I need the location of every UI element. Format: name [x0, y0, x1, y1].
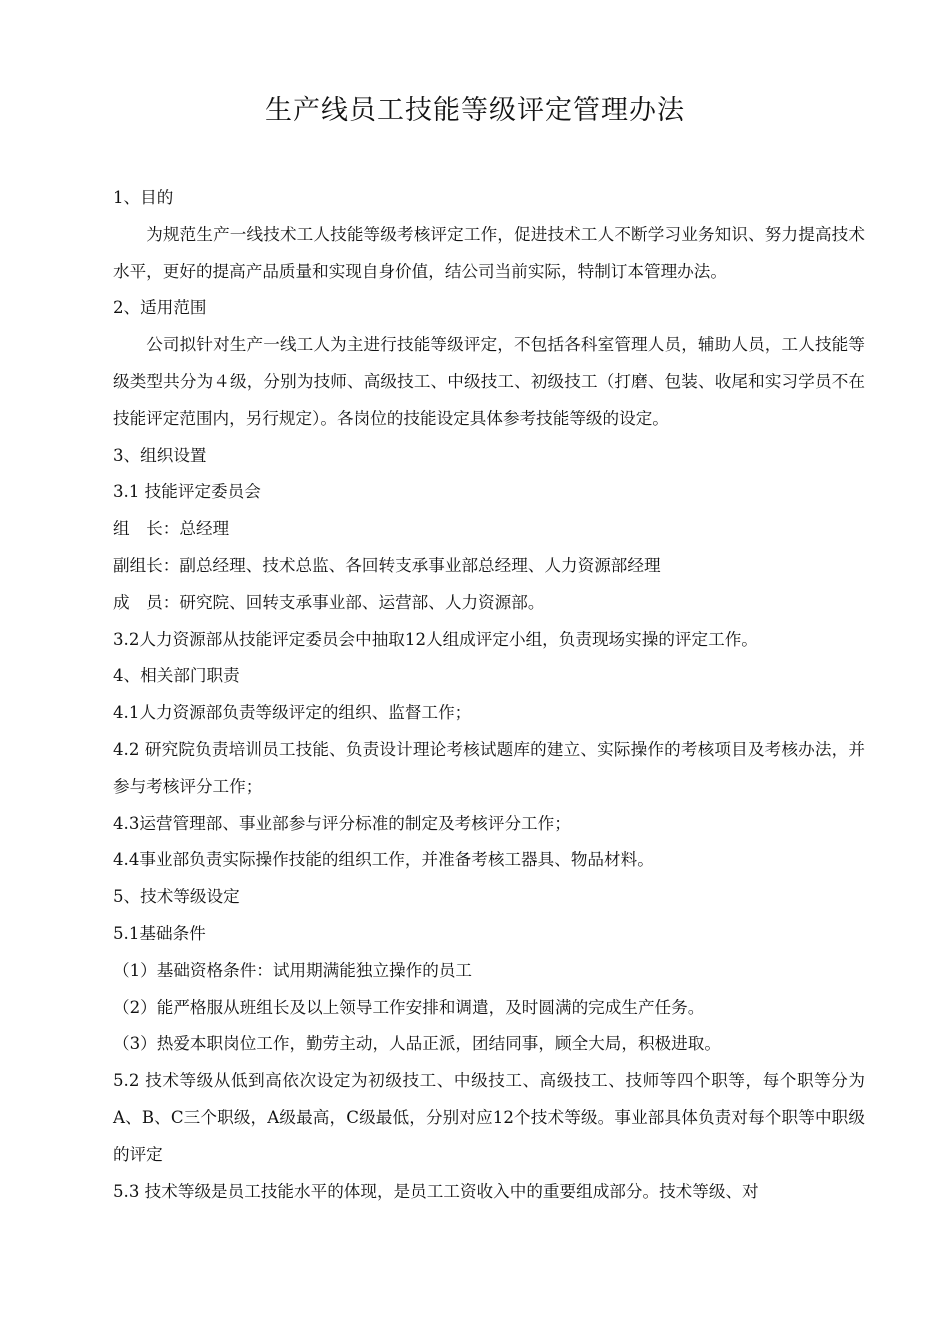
document-paragraph: 3.2人力资源部从技能评定委员会中抽取12人组成评定小组，负责现场实操的评定工作。 [113, 629, 758, 649]
document-paragraph: 副组长：副总经理、技术总监、各回转支承事业部总经理、人力资源部经理 [113, 555, 661, 575]
document-body [113, 180, 865, 1210]
document-paragraph: 4、相关部门职责 [113, 666, 240, 686]
document-title: 生产线员工技能等级评定管理办法 [265, 95, 685, 126]
document-paragraph: 4.2 研究院负责培训员工技能、负责设计理论考核试题库的建立、实际操作的考核项目及考核办法，并参与考核评分工作； [113, 739, 865, 796]
document-paragraph: （2）能严格服从班组长及以上领导工作安排和调遣，及时圆满的完成生产任务。 [113, 997, 705, 1017]
document-paragraph: 2、适用范围 [113, 298, 207, 318]
document-paragraph: （3）热爱本职岗位工作，勤劳主动，人品正派，团结同事，顾全大局，积极进取。 [113, 1034, 721, 1054]
document-paragraph: 3、组织设置 [113, 445, 207, 465]
document-paragraph: 成 员：研究院、回转支承事业部、运营部、人力资源部。 [113, 592, 545, 612]
document-paragraph: 3.1 技能评定委员会 [113, 482, 261, 502]
document-paragraph: 为规范生产一线技术工人技能等级考核评定工作，促进技术工人不断学习业务知识、努力提高技术水平，更好的提高产品质量和实现自身价值，结公司当前实际，特制订本管理办法。 [113, 224, 865, 281]
document-paragraph: 5、技术等级设定 [113, 887, 240, 907]
document-paragraph: （1）基础资格条件：试用期满能独立操作的员工 [113, 960, 473, 980]
document-paragraph: 公司拟针对生产一线工人为主进行技能等级评定，不包括各科室管理人员，辅助人员，工人技能等级类型共分为４级，分别为技师、高级技工、中级技工、初级技工（打磨、包装、收尾和实习学员不在技能评定范围内，另行规定）。各岗位的技能设定具体参考技能等级的设定。 [113, 335, 865, 428]
document-paragraph: 4.4事业部负责实际操作技能的组织工作，并准备考核工器具、物品材料。 [113, 850, 654, 870]
document-paragraph: 5.3 技术等级是员工技能水平的体现，是员工工资收入中的重要组成部分。技术等级、对 [113, 1181, 759, 1201]
document-paragraph: 4.3运营管理部、事业部参与评分标准的制定及考核评分工作； [113, 813, 571, 833]
document-paragraph: 5.1基础条件 [113, 923, 206, 943]
document-paragraph: 组 长：总经理 [113, 519, 230, 539]
document-paragraph: 1、目的 [113, 188, 174, 207]
document-paragraph: 5.2 技术等级从低到高依次设定为初级技工、中级技工、高级技工、技师等四个职等，每个职等分为A、B、C三个职级，A级最高，C级最低，分别对应12个技术等级。事业部具体负责对每个职等中职级的评定 [113, 1071, 865, 1164]
document-paragraph: 4.1人力资源部负责等级评定的组织、监督工作； [113, 703, 472, 723]
